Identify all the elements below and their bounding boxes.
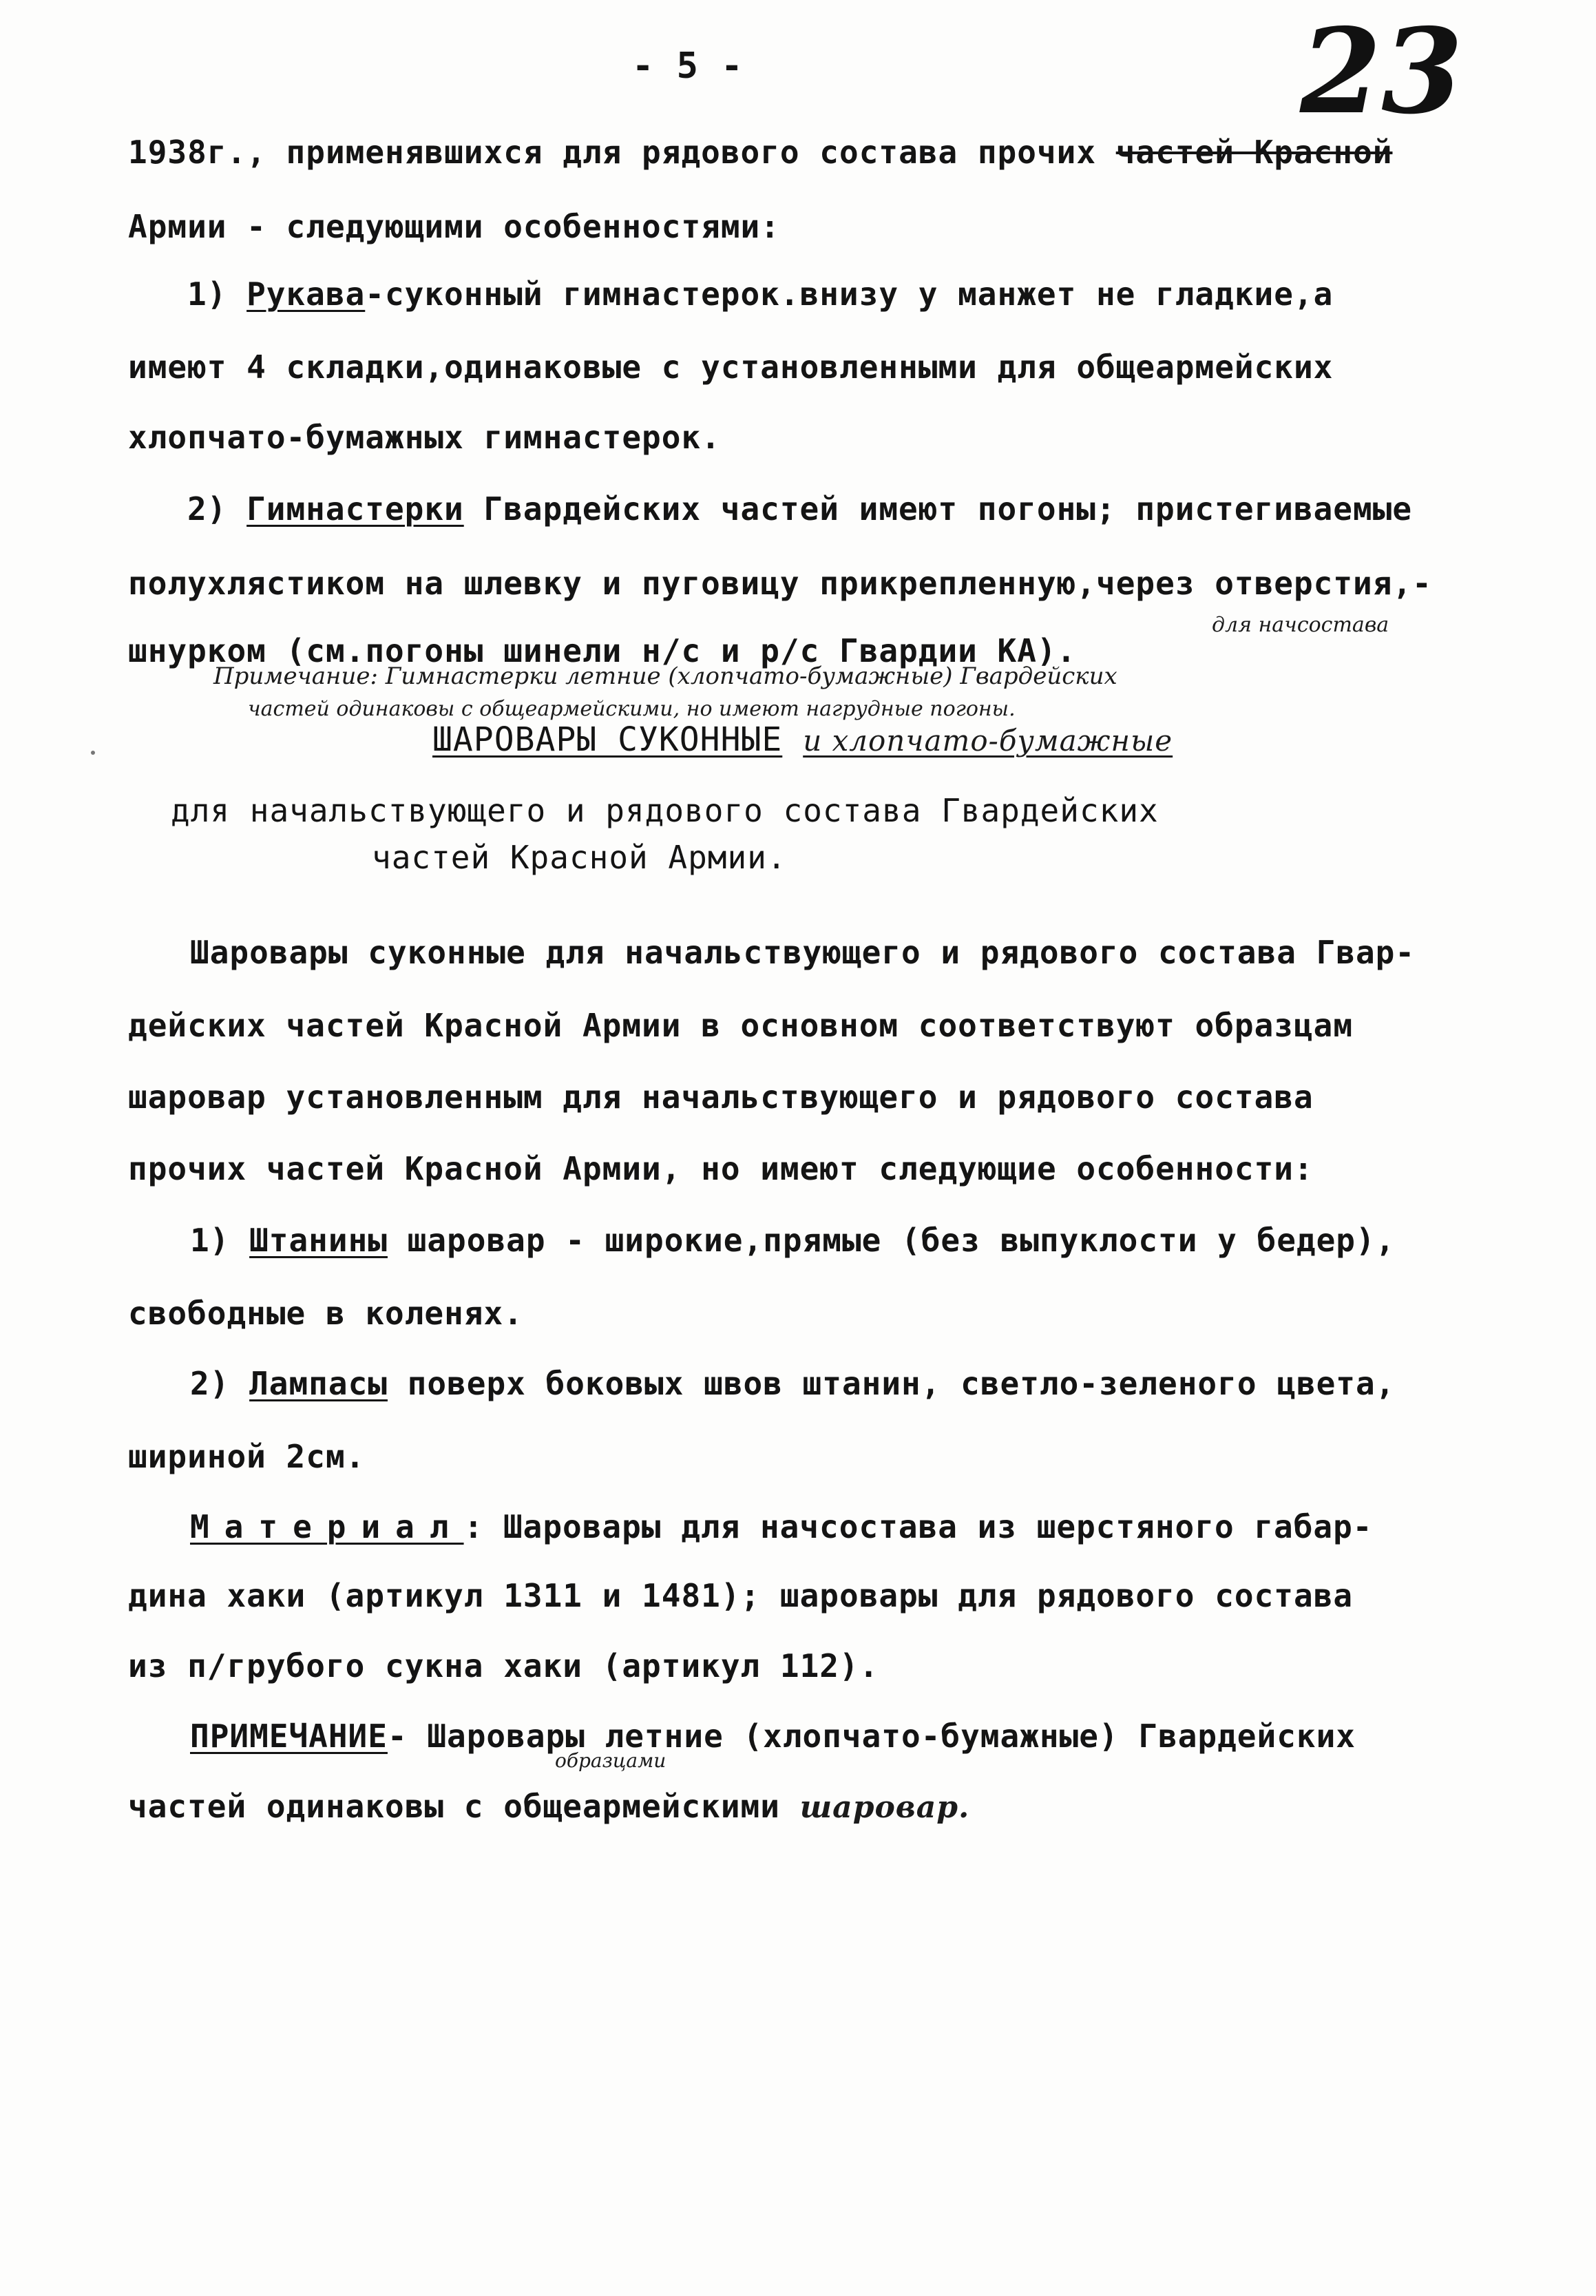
line-23-text: - Шаровары летние (хлопчато-бумажные) Гвардейских <box>387 1718 1356 1755</box>
subheading-line-1: для начальствующего и рядового состава Гвардейских <box>171 792 1159 829</box>
line-16-text: шаровар - широкие,прямые (без выпуклости у бедер), <box>387 1222 1396 1259</box>
line-18-text: поверх боковых швов штанин, светло-зеленого цвета, <box>387 1365 1396 1402</box>
line-24-text: частей одинаковы с общеармейскими <box>128 1788 780 1825</box>
text-line-20 <box>190 1508 1373 1545</box>
text-line-17: свободные в коленях. <box>128 1295 523 1332</box>
underlined-term: Рукава <box>246 275 366 313</box>
text-line-22: из п/грубого сукна хаки (артикул 112). <box>128 1647 879 1684</box>
section-heading <box>432 720 1173 759</box>
text-line-21: дина хаки (артикул 1311 и 1481); шаровары для рядового состава <box>128 1577 1354 1614</box>
handwritten-note-1: для начсостава <box>1212 613 1389 637</box>
handwritten-note-3: частей одинаковы с общеармейскими, но имеют нагрудные погоны. <box>248 697 1016 721</box>
text-line-1 <box>128 134 1392 171</box>
heading-handwritten-addition: и хлопчато-бумажные <box>803 724 1173 758</box>
text-line-3 <box>187 275 1333 313</box>
text-line-19: шириной 2см. <box>128 1438 366 1475</box>
text-line-2: Армии - следующими особенностями: <box>128 208 780 245</box>
underlined-term: Штанины <box>249 1222 388 1259</box>
text-line-5: хлопчато-бумажных гимнастерок. <box>128 419 721 456</box>
text-line-4: имеют 4 складки,одинаковые с установленными для общеармейских <box>128 348 1334 386</box>
margin-dot <box>91 751 95 755</box>
line-1-struck-text: частей Красной <box>1115 134 1393 171</box>
text-line-12: Шаровары суконные для начальствующего и рядового состава Гвар- <box>190 934 1416 971</box>
handwritten-folio-number: 23 <box>1300 3 1463 140</box>
text-line-18 <box>190 1365 1395 1402</box>
handwritten-ending: шаровар. <box>799 1790 970 1825</box>
item-number: 1) <box>190 1222 250 1259</box>
underlined-term: Материал <box>190 1508 464 1545</box>
text-line-14: шаровар установленным для начальствующего и рядового состава <box>128 1078 1314 1116</box>
line-20-text: : Шаровары для начсостава из шерстяного габар- <box>463 1508 1373 1545</box>
item-number: 2) <box>190 1365 250 1402</box>
handwritten-note-2: Примечание: Гимнастерки летние (хлопчато-бумажные) Гвардейских <box>213 662 1117 690</box>
text-line-7: полухлястиком на шлевку и пуговицу прикрепленную,через отверстия,- <box>128 565 1432 602</box>
underlined-term: ПРИМЕЧАНИЕ <box>190 1718 388 1755</box>
underlined-term: Гимнастерки <box>246 490 464 528</box>
page-number: - 5 - <box>632 45 744 87</box>
text-line-13: дейских частей Красной Армии в основном соответствуют образцам <box>128 1007 1354 1044</box>
line-1-text: 1938г., применявшихся для рядового состава прочих <box>128 134 1097 171</box>
text-line-8: шнурком (см.погоны шинели н/с и р/с Гвардии КА). <box>128 632 1077 669</box>
underlined-term: Лампасы <box>249 1365 388 1402</box>
text-line-16 <box>190 1222 1395 1259</box>
subheading-line-2: частей Красной Армии. <box>372 839 787 876</box>
text-line-24 <box>128 1788 969 1825</box>
line-6-text: Гвардейских частей имеют погоны; пристегиваемые <box>463 490 1413 528</box>
item-number: 2) <box>187 490 247 528</box>
item-number: 1) <box>187 275 247 313</box>
line-3-text: -суконный гимнастерок.внизу у манжет не гладкие,а <box>365 275 1334 313</box>
text-line-15: прочих частей Красной Армии, но имеют следующие особенности: <box>128 1150 1314 1187</box>
text-line-6 <box>187 490 1412 528</box>
text-line-23 <box>190 1718 1356 1755</box>
handwritten-insertion: образцами <box>555 1749 666 1772</box>
heading-typed-text: ШАРОВАРЫ СУКОННЫЕ <box>432 720 783 759</box>
